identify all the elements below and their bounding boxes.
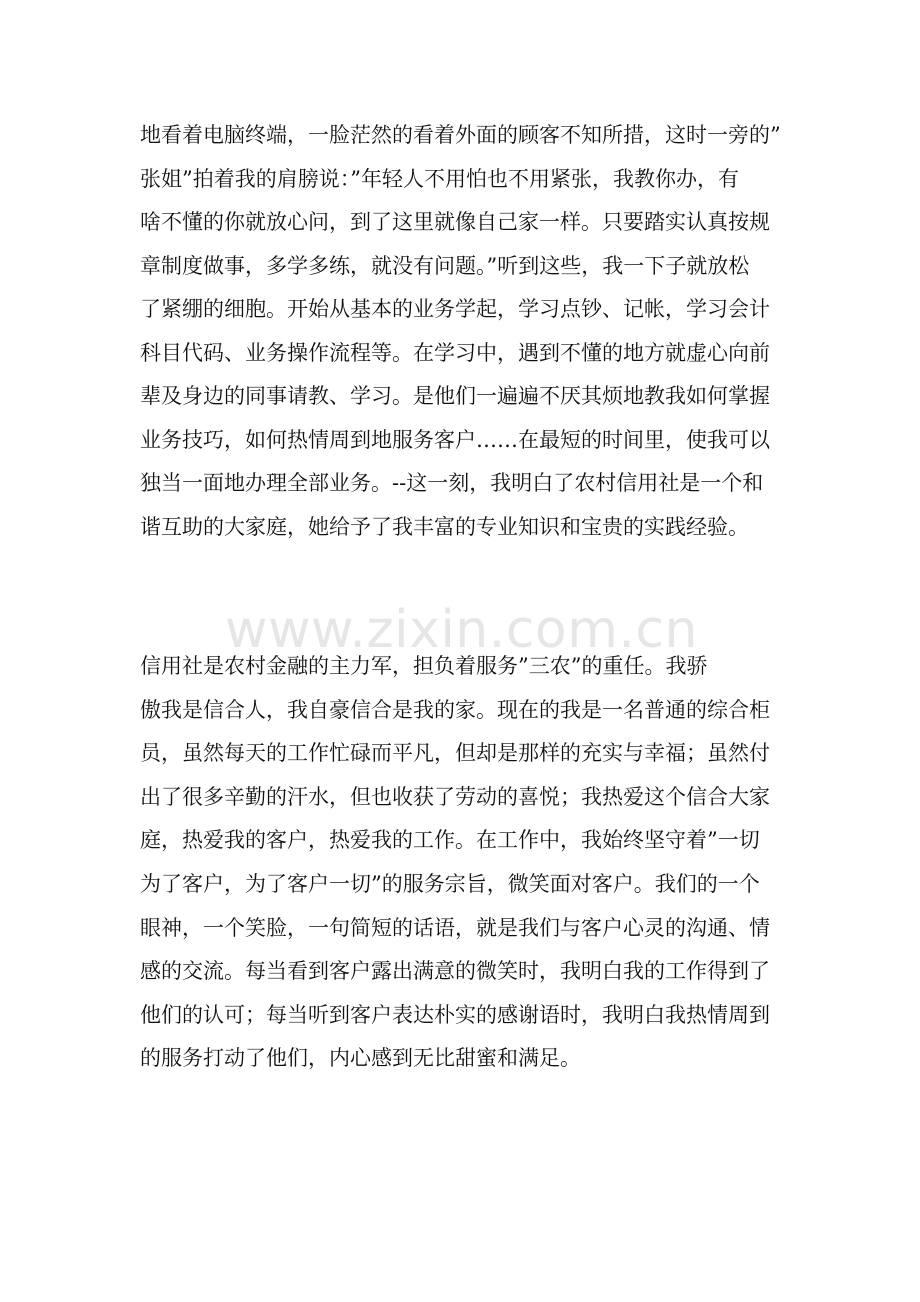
watermark: www.zixin.com.cn	[225, 600, 698, 660]
paragraph-2: 信用社是农村金融的主力军，担负着服务”三农”的重任。我骄 傲我是信合人，我自豪信合是我的家。现在的我是一名普通的综合柜 员，虽然每天的工作忙碌而平凡，但却是那样的充实与幸福；虽然付 出了很多辛勤的汗水，但也收获了劳动的喜悦；我热爱这个信合大家 庭，热爱我的客户，热爱我的工作。在工作中，我始终坚守着”一切 为了客户，为了客户一切”的服务宗旨，微笑面对客户。我们的一个 眼神，一个笑脸，一句简短的话语，就是我们与客户心灵的沟通、情 感的交流。每当看到客户露出满意的微笑时，我明白我的工作得到了 他们的认可；每当听到客户表达朴实的感谢语时，我明白我热情周到 的服务打动了他们，内心感到无比甜蜜和满足。	[140, 654, 770, 1071]
paragraph-1: 地看着电脑终端，一脸茫然的看着外面的顾客不知所措，这时一旁的” 张姐”拍着我的肩膀说：”年轻人不用怕也不用紧张，我教你办，有 啥不懂的你就放心问，到了这里就像自己家一样。只要踏实认真按规 章制度做事，多学多练，就没有问题。”听到这些，我一下子就放松 了紧绷的细胞。开始从基本的业务学起，学习点钞、记帐，学习会计 科目代码、业务操作流程等。在学习中，遇到不懂的地方就虚心向前 辈及身边的同事请教、学习。是他们一遍遍不厌其烦地教我如何掌握 业务技巧，如何热情周到地服务客户……在最短的时间里，使我可以 独当一面地办理全部业务。--这一刻，我明白了农村信用社是一个和 谐互助的大家庭，她给予了我丰富的专业知识和宝贵的实践经验。	[140, 123, 781, 539]
